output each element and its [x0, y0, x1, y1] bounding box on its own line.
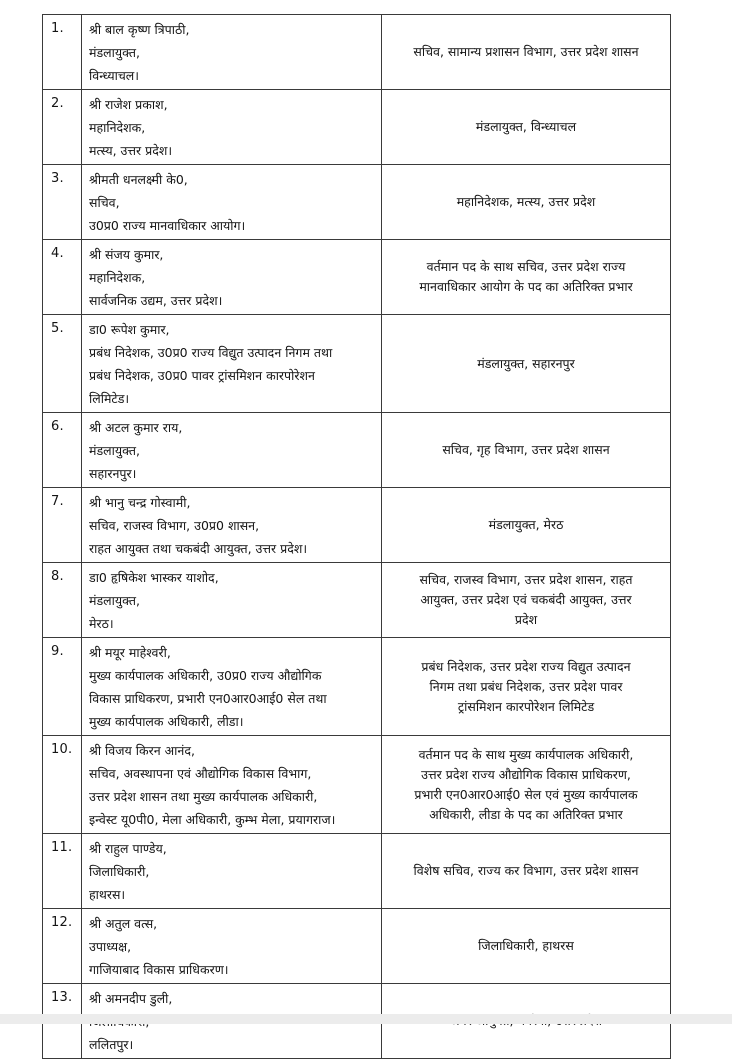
officer-name: श्री भानु चन्द्र गोस्वामी,	[89, 495, 191, 510]
new-posting-cell	[382, 90, 671, 165]
serial-number: 7.	[43, 488, 82, 563]
current-posting-cell	[82, 563, 382, 638]
current-posting-line: मुख्य कार्यपालक अधिकारी, लीडा।	[89, 714, 244, 729]
transfer-list-body	[43, 15, 671, 1059]
current-posting-line: मुख्य कार्यपालक अधिकारी, उ0प्र0 राज्य औद्योगिक	[89, 668, 322, 683]
serial-number: 5.	[43, 315, 82, 413]
serial-number: 4.	[43, 240, 82, 315]
table-row	[43, 638, 671, 736]
current-posting-cell	[82, 909, 382, 984]
new-posting-line: वर्तमान पद के साथ मुख्य कार्यपालक अधिकारी,	[418, 746, 634, 762]
current-posting-line: सार्वजनिक उद्यम, उत्तर प्रदेश।	[89, 293, 223, 308]
new-posting-line: जिलाधिकारी, हाथरस	[478, 938, 574, 953]
current-posting-line: राहत आयुक्त तथा चकबंदी आयुक्त, उत्तर प्रदेश।	[89, 541, 308, 556]
officer-name: श्री विजय किरन आनंद,	[89, 743, 195, 758]
officer-name: श्री अटल कुमार राय,	[89, 420, 183, 435]
new-posting-line: प्रबंध निदेशक, उत्तर प्रदेश राज्य विद्युत उत्पादन	[421, 658, 631, 674]
new-posting-line: ट्रांसमिशन कारपोरेशन लिमिटेड	[457, 698, 595, 714]
current-posting-line: उपाध्यक्ष,	[89, 939, 132, 954]
table-row	[43, 165, 671, 240]
table-row	[43, 909, 671, 984]
transfer-list-table	[42, 14, 671, 1059]
table-row	[43, 240, 671, 315]
officer-name: श्री मयूर माहेश्वरी,	[89, 645, 171, 660]
current-posting-line: महानिदेशक,	[89, 120, 146, 135]
current-posting-cell	[82, 834, 382, 909]
serial-number: 1.	[43, 15, 82, 90]
current-posting-line: ललितपुर।	[89, 1037, 134, 1052]
serial-number: 13.	[43, 984, 82, 1059]
current-posting-line: सहारनपुर।	[89, 466, 137, 481]
current-posting-line: सचिव,	[89, 195, 120, 210]
new-posting-cell	[382, 834, 671, 909]
new-posting-cell	[382, 488, 671, 563]
current-posting-line: मत्स्य, उत्तर प्रदेश।	[89, 143, 173, 158]
current-posting-line: इन्वेस्ट यू0पी0, मेला अधिकारी, कुम्भ मेला, प्रयागराज।	[89, 812, 336, 827]
current-posting-cell	[82, 15, 382, 90]
current-posting-line: गाजियाबाद विकास प्राधिकरण।	[89, 962, 229, 977]
officer-name: श्री राहुल पाण्डेय,	[89, 841, 167, 856]
current-posting-cell	[82, 736, 382, 834]
current-posting-cell	[82, 90, 382, 165]
new-posting-line: सचिव, राजस्व विभाग, उत्तर प्रदेश शासन, राहत	[419, 572, 633, 587]
table-row	[43, 15, 671, 90]
current-posting-line: उ0प्र0 राज्य मानवाधिकार आयोग।	[89, 218, 246, 233]
new-posting-line: सचिव, सामान्य प्रशासन विभाग, उत्तर प्रदेश शासन	[413, 44, 639, 59]
current-posting-line: मंडलायुक्त,	[89, 593, 140, 608]
current-posting-line: विकास प्राधिकरण, प्रभारी एन0आर0आई0 सेल तथा	[89, 691, 327, 706]
current-posting-line: प्रबंध निदेशक, उ0प्र0 राज्य विद्युत उत्पादन निगम तथा	[89, 345, 333, 360]
new-posting-line: विशेष सचिव, राज्य कर विभाग, उत्तर प्रदेश शासन	[413, 863, 639, 878]
officer-name: श्री अमनदीप डुली,	[89, 991, 173, 1006]
new-posting-line: मंडलायुक्त, मेरठ	[488, 517, 564, 532]
table-row	[43, 834, 671, 909]
officer-name: श्री बाल कृष्ण त्रिपाठी,	[89, 22, 190, 37]
serial-number: 10.	[43, 736, 82, 834]
new-posting-cell	[382, 15, 671, 90]
new-posting-line: निगम तथा प्रबंध निदेशक, उत्तर प्रदेश पावर	[429, 678, 623, 694]
officer-name: डा0 रूपेश कुमार,	[89, 322, 170, 337]
officer-name: श्री राजेश प्रकाश,	[89, 97, 168, 112]
current-posting-line: मंडलायुक्त,	[89, 443, 140, 458]
current-posting-line: महानिदेशक,	[89, 270, 146, 285]
serial-number: 2.	[43, 90, 82, 165]
new-posting-line: अधिकारी, लीडा के पद का अतिरिक्त प्रभार	[429, 806, 623, 822]
new-posting-line: प्रदेश	[514, 612, 538, 627]
table-row	[43, 488, 671, 563]
new-posting-line: उत्तर प्रदेश राज्य औद्योगिक विकास प्राधिकरण,	[421, 766, 631, 782]
current-posting-cell	[82, 315, 382, 413]
table-row	[43, 413, 671, 488]
current-posting-cell	[82, 240, 382, 315]
officer-name: डा0 हृषिकेश भास्कर याशोद,	[89, 570, 219, 585]
new-posting-line: सचिव, गृह विभाग, उत्तर प्रदेश शासन	[442, 442, 610, 457]
serial-number: 3.	[43, 165, 82, 240]
serial-number: 6.	[43, 413, 82, 488]
current-posting-line: जिलाधिकारी,	[89, 864, 150, 879]
new-posting-cell	[382, 240, 671, 315]
current-posting-line: सचिव, राजस्व विभाग, उ0प्र0 शासन,	[89, 518, 260, 533]
serial-number: 11.	[43, 834, 82, 909]
new-posting-cell	[382, 638, 671, 736]
current-posting-line: मेरठ।	[89, 616, 114, 631]
current-posting-cell	[82, 165, 382, 240]
table-row	[43, 736, 671, 834]
new-posting-line: महानिदेशक, मत्स्य, उत्तर प्रदेश	[456, 194, 596, 209]
current-posting-cell	[82, 488, 382, 563]
new-posting-line: आयुक्त, उत्तर प्रदेश एवं चकबंदी आयुक्त, उत्तर	[420, 592, 632, 607]
current-posting-line: उत्तर प्रदेश शासन तथा मुख्य कार्यपालक अधिकारी,	[89, 789, 318, 804]
table-row	[43, 563, 671, 638]
serial-number: 12.	[43, 909, 82, 984]
new-posting-cell	[382, 165, 671, 240]
new-posting-line: वर्तमान पद के साथ सचिव, उत्तर प्रदेश राज्य	[426, 259, 626, 274]
page-bottom-edge	[0, 1014, 732, 1024]
serial-number: 8.	[43, 563, 82, 638]
new-posting-cell	[382, 909, 671, 984]
table-row	[43, 90, 671, 165]
current-posting-line: प्रबंध निदेशक, उ0प्र0 पावर ट्रांसमिशन कारपोरेशन	[89, 368, 315, 383]
new-posting-line: प्रभारी एन0आर0आई0 सेल एवं मुख्य कार्यपालक	[414, 786, 638, 802]
serial-number: 9.	[43, 638, 82, 736]
new-posting-cell	[382, 315, 671, 413]
new-posting-line: मानवाधिकार आयोग के पद का अतिरिक्त प्रभार	[419, 279, 633, 294]
current-posting-line: सचिव, अवस्थापना एवं औद्योगिक विकास विभाग,	[89, 766, 312, 781]
table-row	[43, 315, 671, 413]
officer-name: श्री अतुल वत्स,	[89, 916, 158, 931]
officer-name: श्रीमती धनलक्ष्मी के0,	[89, 172, 188, 187]
new-posting-cell	[382, 563, 671, 638]
new-posting-line: मंडलायुक्त, सहारनपुर	[477, 355, 575, 371]
new-posting-line: मंडलायुक्त, विन्ध्याचल	[475, 119, 577, 134]
new-posting-cell	[382, 736, 671, 834]
current-posting-cell	[82, 638, 382, 736]
current-posting-line: विन्ध्याचल।	[89, 68, 139, 83]
officer-name: श्री संजय कुमार,	[89, 247, 164, 262]
current-posting-line: लिमिटेड।	[89, 391, 130, 406]
new-posting-cell	[382, 413, 671, 488]
current-posting-line: हाथरस।	[89, 887, 126, 902]
current-posting-cell	[82, 413, 382, 488]
current-posting-line: मंडलायुक्त,	[89, 45, 140, 60]
